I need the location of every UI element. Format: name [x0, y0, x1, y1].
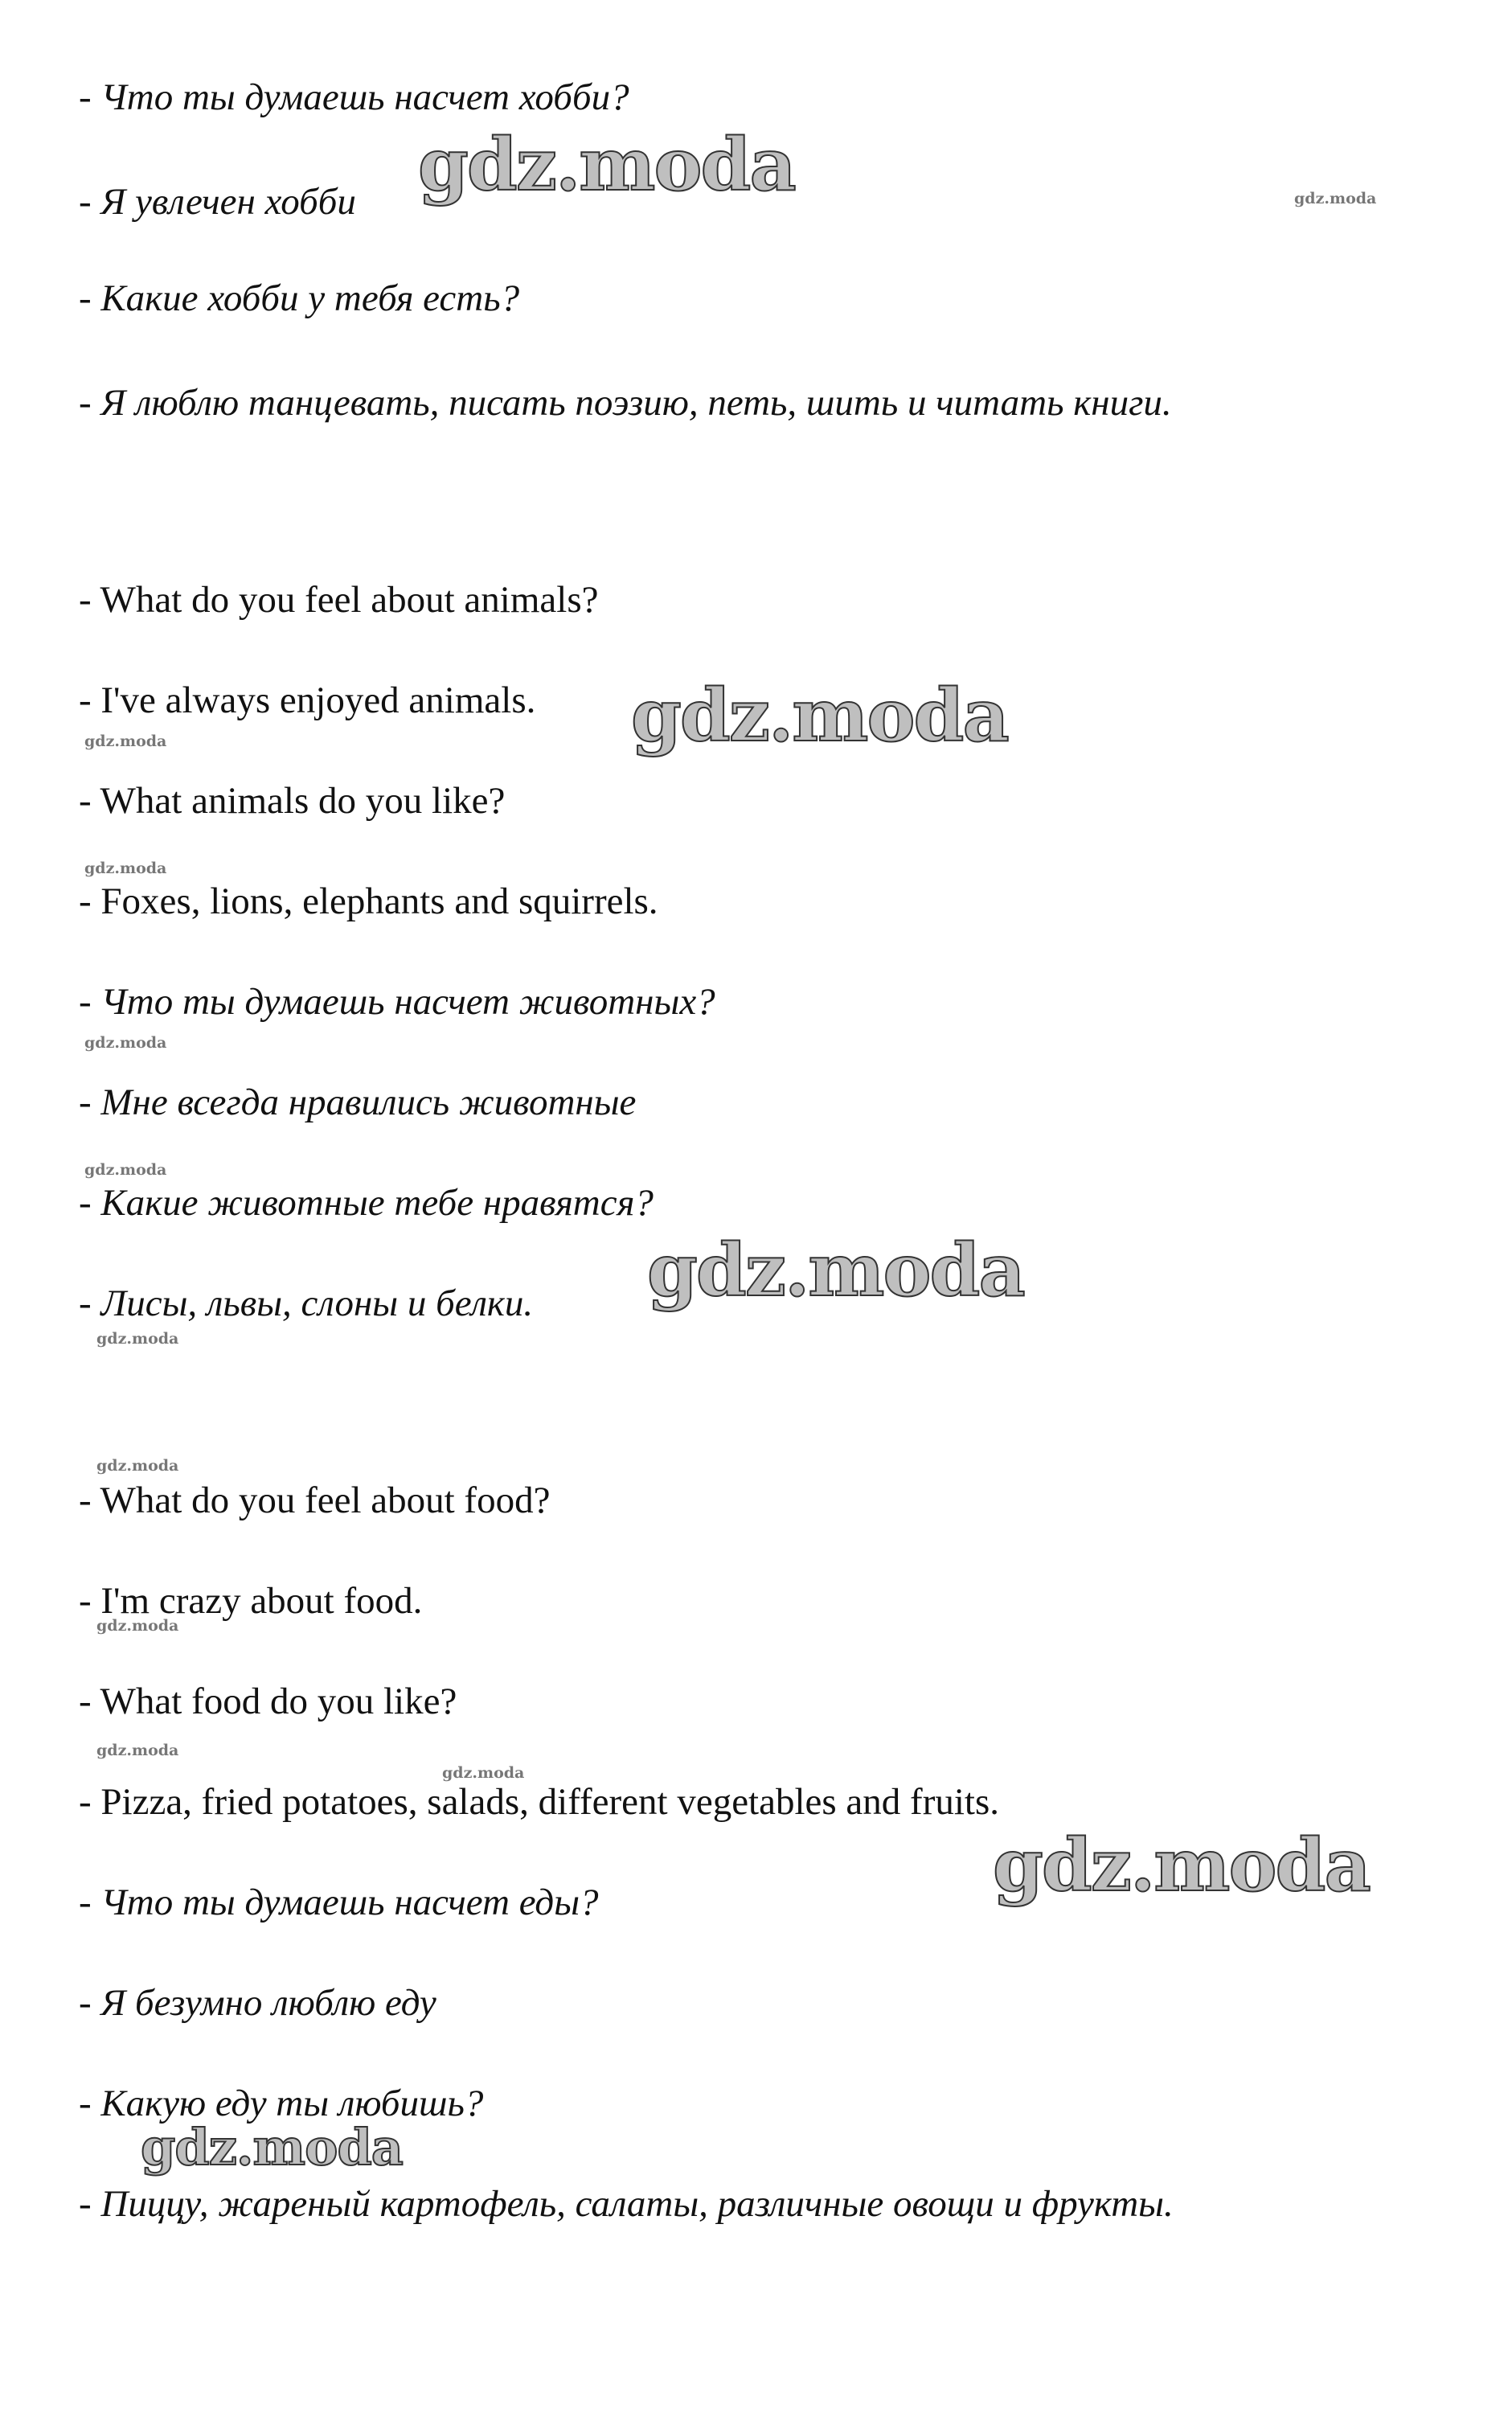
watermark-small: gdz.moda [442, 1764, 525, 1782]
dialogue-line-animals-question-ru: - Что ты думаешь насчет животных? [79, 981, 715, 1023]
watermark-small: gdz.moda [84, 860, 167, 877]
dialogue-line-hobby-question-ru: - Что ты думаешь насчет хобби? [79, 76, 629, 118]
dialogue-line-animals-answer-ru: - Мне всегда нравились животные [79, 1081, 637, 1123]
watermark-logo: gdz.moda [631, 673, 1008, 758]
dialogue-line-hobby-answer-ru: - Я увлечен хобби [79, 181, 356, 223]
watermark-small: gdz.moda [96, 1330, 179, 1348]
dialogue-line-food-question-en: - What do you feel about food? [79, 1479, 551, 1521]
dialogue-line-food-question-ru: - Что ты думаешь насчет еды? [79, 1882, 599, 1923]
dialogue-line-animals-list-en: - Foxes, lions, elephants and squirrels. [79, 880, 658, 922]
dialogue-line-food-answer-ru: - Я безумно люблю еду [79, 1982, 436, 2024]
dialogue-line-animals-list-ru: - Лисы, львы, слоны и белки. [79, 1282, 534, 1324]
watermark-logo: gdz.moda [141, 2118, 403, 2177]
watermark-small: gdz.moda [1294, 190, 1377, 207]
dialogue-line-which-food-en: - What food do you like? [79, 1680, 457, 1722]
dialogue-line-food-answer-en: - I'm crazy about food. [79, 1580, 423, 1622]
dialogue-line-animals-answer-en: - I've always enjoyed animals. [79, 679, 536, 721]
dialogue-line-which-hobbies-ru: - Какие хобби у тебя есть? [79, 277, 520, 319]
dialogue-line-food-list-ru: - Пиццу, жареный картофель, салаты, различные овощи и фрукты. [79, 2183, 1174, 2225]
watermark-logo: gdz.moda [993, 1823, 1370, 1908]
dialogue-line-which-food-ru: - Какую еду ты любишь? [79, 2083, 484, 2124]
watermark-logo: gdz.moda [647, 1228, 1024, 1313]
dialogue-line-which-animals-ru: - Какие животные тебе нравятся? [79, 1182, 654, 1224]
watermark-small: gdz.moda [84, 733, 167, 750]
watermark-small: gdz.moda [84, 1161, 167, 1179]
watermark-small: gdz.moda [96, 1457, 179, 1475]
watermark-small: gdz.moda [96, 1742, 179, 1759]
dialogue-line-hobbies-list-ru: - Я люблю танцевать, писать поэзию, петь, шить и читать книги. [79, 382, 1172, 424]
dialogue-line-which-animals-en: - What animals do you like? [79, 780, 506, 822]
dialogue-line-animals-question-en: - What do you feel about animals? [79, 579, 599, 621]
watermark-logo: gdz.moda [418, 122, 795, 207]
watermark-small: gdz.moda [96, 1617, 179, 1635]
watermark-small: gdz.moda [84, 1034, 167, 1052]
dialogue-line-food-list-en: - Pizza, fried potatoes, salads, different vegetables and fruits. [79, 1781, 1000, 1823]
